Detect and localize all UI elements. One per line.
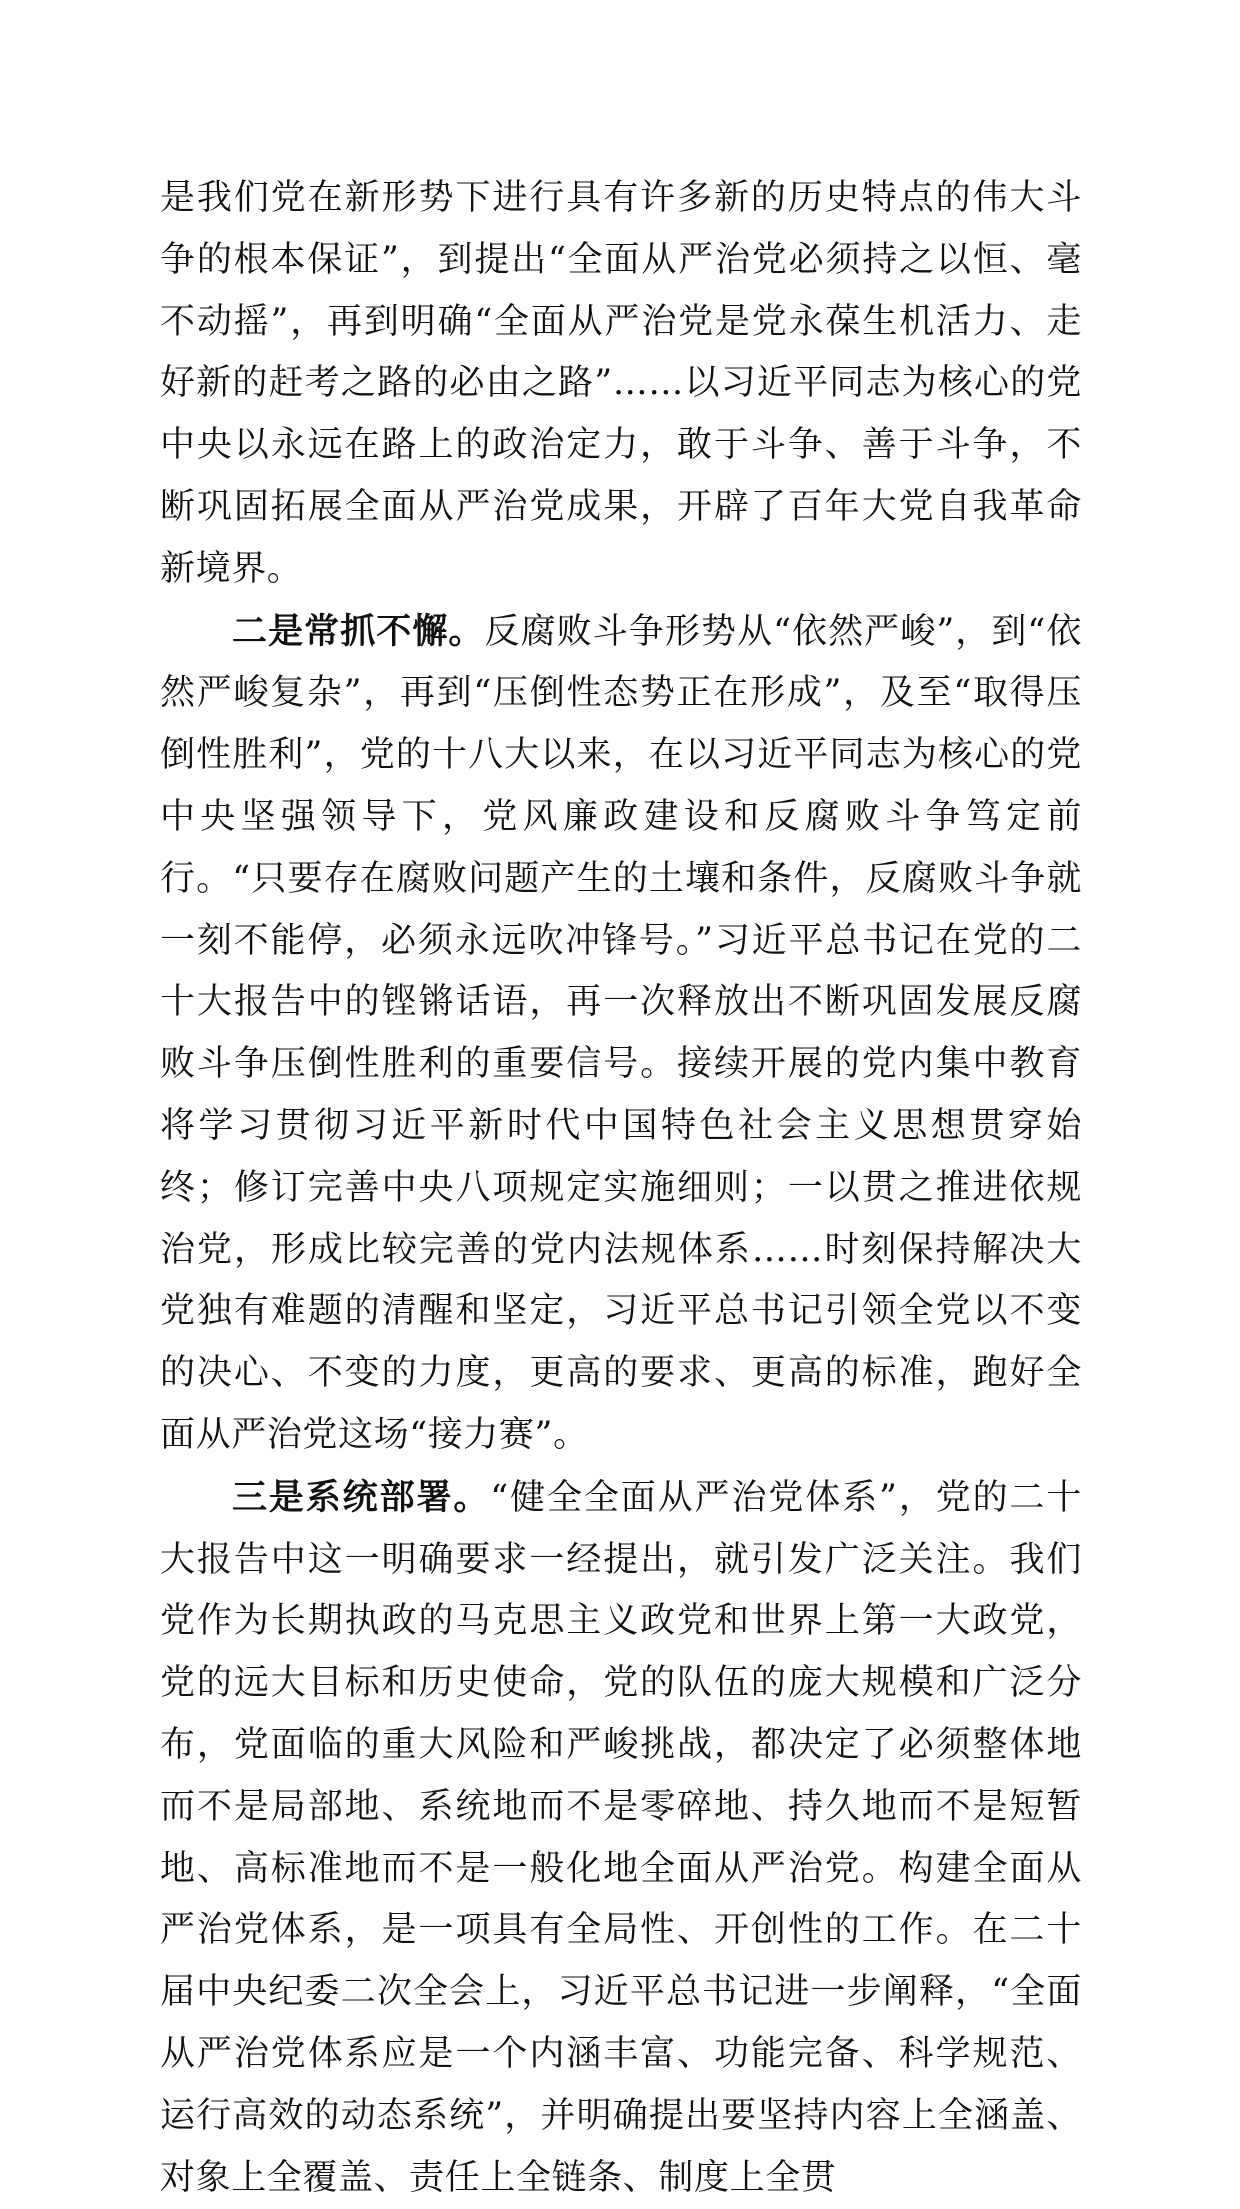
paragraph-3 (160, 1467, 1082, 2209)
document-page (160, 168, 1082, 2209)
paragraph-1 (160, 168, 1082, 601)
paragraph-2 (160, 601, 1082, 1467)
paragraph-2-heading: 二是常抓不懈。 (232, 610, 485, 652)
paragraph-3-text: “健全全面从严治党体系”，党的二十大报告中这一明确要求一经提出，就引发广泛关注。我们党作为长期执政的马克思主义政党和世界上第一大政党，党的远大目标和历史使命，党的队伍的庞大规模和广泛分布，党面临的重大风险和严峻挑战，都决定了必须整体地而不是局部地、系统地而不是零碎地、持久地而不是短暂地、高标准地而不是一般化地全面从严治党。构建全面从严治党体系，是一项具有全局性、开创性的工作。在二十届中央纪委二次全会上，习近平总书记进一步阐释，“全面从严治党体系应是一个内涵丰富、功能完备、科学规范、运行高效的动态系统”，并明确提出要坚持内容上全涵盖、对象上全覆盖、责任上全链条、制度上全贯 (160, 1477, 1082, 2198)
paragraph-3-heading: 三是系统部署。 (232, 1476, 491, 1518)
paragraph-2-text: 反腐败斗争形势从“依然严峻”，到“依然严峻复杂”，再到“压倒性态势正在形成”，及至“取得压倒性胜利”，党的十八大以来，在以习近平同志为核心的党中央坚强领导下，党风廉政建设和反腐败斗争笃定前行。“只要存在腐败问题产生的土壤和条件，反腐败斗争就一刻不能停，必须永远吹冲锋号。”习近平总书记在党的二十大报告中的铿锵话语，再一次释放出不断巩固发展反腐败斗争压倒性胜利的重要信号。接续开展的党内集中教育将学习贯彻习近平新时代中国特色社会主义思想贯穿始终；修订完善中央八项规定实施细则；一以贯之推进依规治党，形成比较完善的党内法规体系……时刻保持解决大党独有难题的清醒和坚定，习近平总书记引领全党以不变的决心、不变的力度，更高的要求、更高的标准，跑好全面从严治党这场“接力赛”。 (160, 611, 1082, 1455)
paragraph-1-text: 是我们党在新形势下进行具有许多新的历史特点的伟大斗争的根本保证”，到提出“全面从严治党必须持之以恒、毫不动摇”，再到明确“全面从严治党是党永葆生机活力、走好新的赶考之路的必由之路”……以习近平同志为核心的党中央以永远在路上的政治定力，敢于斗争、善于斗争，不断巩固拓展全面从严治党成果，开辟了百年大党自我革命新境界。 (160, 178, 1082, 589)
